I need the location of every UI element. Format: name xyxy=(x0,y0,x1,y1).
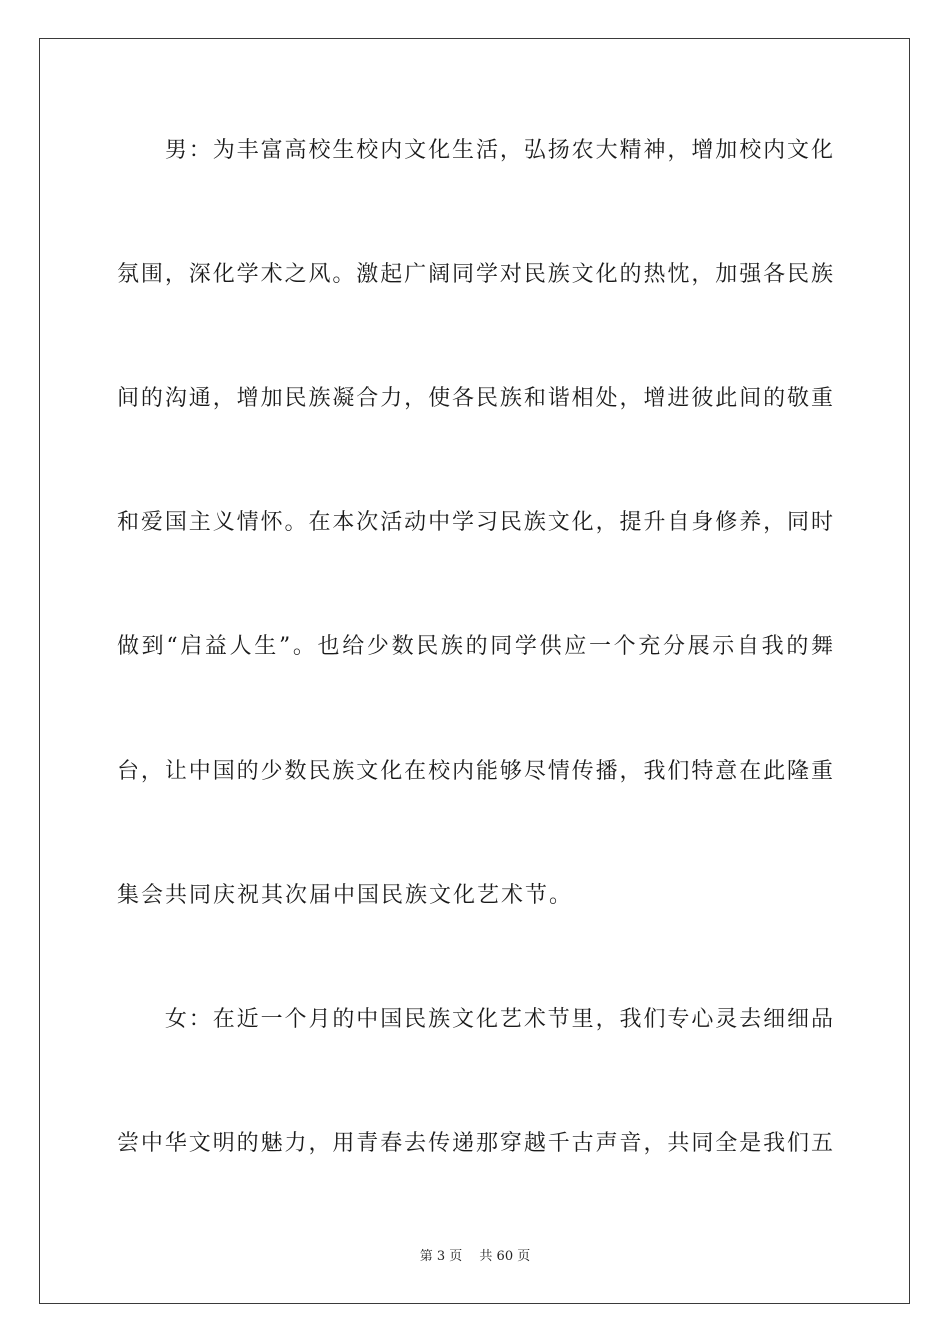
page-border xyxy=(39,38,910,1304)
text-line: 做到“启益人生”。也给少数民族的同学供应一个充分展示自我的舞 xyxy=(117,634,833,659)
text-line: 和爱国主义情怀。在本次活动中学习民族文化，提升自身修养，同时 xyxy=(117,510,833,535)
text-line: 台，让中国的少数民族文化在校内能够尽情传播，我们特意在此隆重 xyxy=(117,759,833,784)
text-line: 氛围，深化学术之风。激起广阔同学对民族文化的热忱，加强各民族 xyxy=(117,262,833,287)
text-line: 尝中华文明的魅力，用青春去传递那穿越千古声音，共同全是我们五 xyxy=(117,1131,833,1156)
text-line: 集会共同庆祝其次届中国民族文化艺术节。 xyxy=(117,883,574,908)
page-footer: 第 3 页 共 60 页 xyxy=(419,1249,531,1264)
text-line: 女：在近一个月的中国民族文化艺术节里，我们专心灵去细细品 xyxy=(117,1007,833,1032)
text-line: 男：为丰富高校生校内文化生活，弘扬农大精神，增加校内文化 xyxy=(117,138,833,163)
text-line: 间的沟通，增加民族凝合力，使各民族和谐相处，增进彼此间的敬重 xyxy=(117,386,833,411)
